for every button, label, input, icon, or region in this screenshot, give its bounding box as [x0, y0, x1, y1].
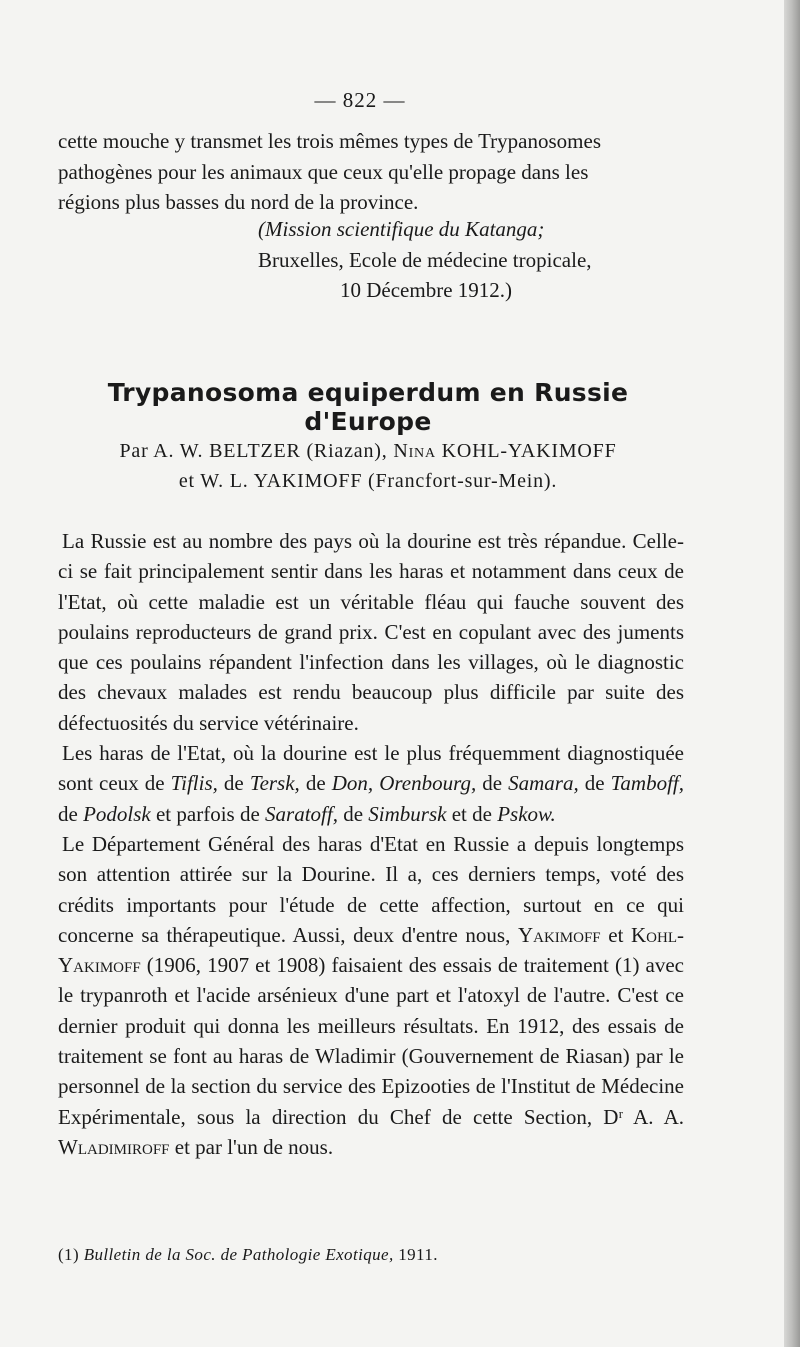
authors-first: Par A. W. BELTZER (Riazan),: [119, 440, 388, 462]
article-authors: [58, 436, 678, 496]
paragraph-3: Le Département Général des haras d'Etat en Russie a depuis longtemps son attention attirée sur la Dourine. Il a, ces derniers temps, voté des crédits importants pour l'étude de cette affection, surtout en ce qui concerne sa thérapeutique. Aussi, deux d'entre nous, Yakimoff et Kohl-Yakimoff (1906, 1907 et 1908) faisaient des essais de traitement (1) avec le trypanroth et l'acide arsénieux d'une part et l'atoxyl de l'autre. C'est ce dernier produit qui donna les meilleurs résultats. En 1912, des essais de traitement se font au haras de Wladimir (Gouvernement de Riasan) par le personnel de la section du service des Epizooties de l'Institut de Médecine Expérimentale, sous la direction du Chef de cette Section, Dʳ A. A. Wladimiroff et par l'un de nous.: [58, 831, 685, 1159]
text-line: régions plus basses du nord de la province.: [58, 190, 419, 214]
authors-line-2: et W. L. YAKIMOFF (Francfort-sur-Mein).: [178, 470, 558, 492]
text-line: cette mouche y transmet les trois mêmes types de Trypanosomes: [58, 129, 601, 153]
footnote: [58, 1245, 438, 1265]
paragraph-2: Les haras de l'Etat, où la dourine est le plus fréquemment diagnostiquée sont ceux de Tiflis, de Tersk, de Don, Orenbourg, de Samara, de Tamboff, de Podolsk et parfois de Saratoff, de Simbursk et de Pskow.: [58, 741, 684, 826]
signature-line-3: 10 Décembre 1912.): [340, 278, 513, 302]
continued-paragraph: [58, 126, 684, 218]
text-line: pathogènes pour les animaux que ceux qu'elle propage dans les: [58, 159, 589, 184]
mission-signature: [258, 214, 658, 306]
footnote-year: 1911.: [398, 1245, 438, 1264]
footnote-marker: (1): [58, 1245, 80, 1264]
authors-line-1: [58, 436, 678, 466]
author-nina: Nina KOHL-YAKIMOFF: [393, 440, 617, 462]
footnote-citation: Bulletin de la Soc. de Pathologie Exotique,: [83, 1245, 394, 1264]
page-edge-shadow: [784, 0, 800, 1347]
article-body: [58, 526, 684, 1162]
paragraph-1: La Russie est au nombre des pays où la dourine est très répandue. Celle-ci se fait principalement sentir dans les haras et notamment dans ceux de l'Etat, où cette maladie est un véritable fléau qui fauche souvent des poulains reproducteurs de grand prix. C'est en copulant avec des juments que ces poulains répandent l'infection dans les villages, où le diagnostic des chevaux malades est rendu beaucoup plus difficile par suite des défectuosités du service vétérinaire.: [58, 529, 684, 735]
article-title: Trypanosoma equiperdum en Russie d'Europe: [107, 378, 629, 436]
page-number: — 822 —: [314, 88, 406, 112]
signature-line-1: (Mission scientifique du Katanga;: [258, 217, 545, 241]
signature-line-2: Bruxelles, Ecole de médecine tropicale,: [258, 247, 592, 272]
